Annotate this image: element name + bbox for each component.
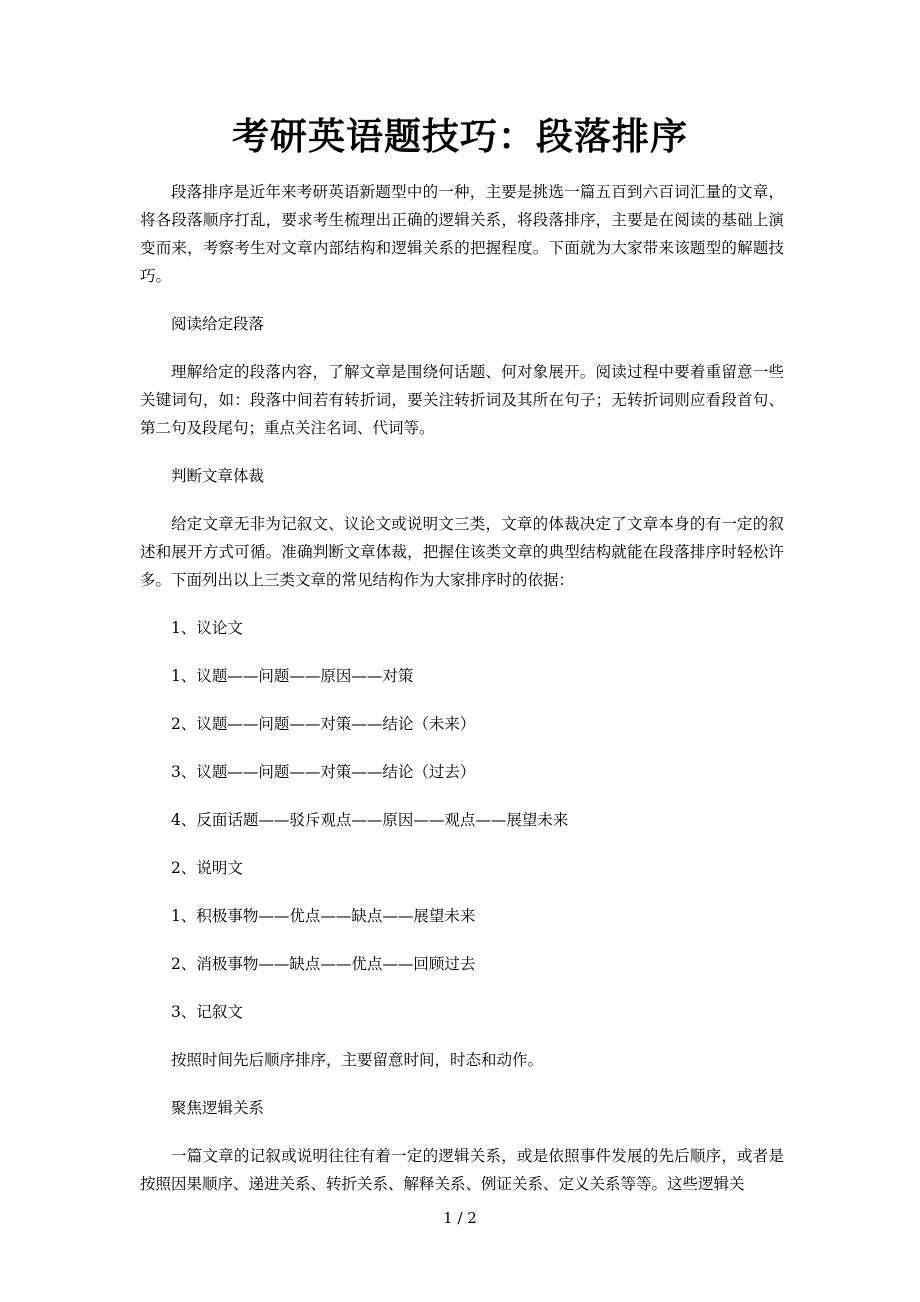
list-heading-exposition: 2、说明文 bbox=[171, 859, 243, 877]
logic-paragraph: 一篇文章的记叙或说明往往有着一定的逻辑关系，或是依照事件发展的先后顺序，或者是按照因果顺序、递进关系、转折关系、解释关系、例证关系、定义关系等等。这些逻辑关 bbox=[140, 1147, 784, 1193]
read-paragraph: 理解给定的段落内容，了解文章是围绕何话题、何对象展开。阅读过程中要着重留意一些关键词句，如：段落中间若有转折词，要关注转折词及其所在句子；无转折词则应看段首句、第二句及段尾句；重点关注名词、代词等。 bbox=[140, 363, 784, 437]
list-item: 4、反面话题——驳斥观点——原因——观点——展望未来 bbox=[171, 811, 569, 829]
genre-paragraph: 给定文章无非为记叙文、议论文或说明文三类，文章的体裁决定了文章本身的有一定的叙述和展开方式可循。准确判断文章体裁，把握住该类文章的典型结构就能在段落排序时轻松许多。下面列出以上三类文章的常见结构作为大家排序时的依据： bbox=[140, 515, 784, 589]
list-item: 2、议题——问题——对策——结论（未来） bbox=[171, 715, 476, 733]
document-title: 考研英语题技巧：段落排序 bbox=[232, 114, 688, 158]
section-heading-genre: 判断文章体裁 bbox=[171, 467, 265, 485]
document-body bbox=[140, 178, 784, 1218]
section-heading-read: 阅读给定段落 bbox=[171, 315, 265, 333]
list-item: 1、积极事物——优点——缺点——展望未来 bbox=[171, 907, 476, 925]
list-heading-narrative: 3、记叙文 bbox=[171, 1003, 243, 1021]
intro-paragraph: 段落排序是近年来考研英语新题型中的一种，主要是挑选一篇五百到六百词汇量的文章，将各段落顺序打乱，要求考生梳理出正确的逻辑关系，将段落排序，主要是在阅读的基础上演变而来，考察考生对文章内部结构和逻辑关系的把握程度。下面就为大家带来该题型的解题技巧。 bbox=[140, 183, 784, 285]
list-item: 1、议题——问题——原因——对策 bbox=[171, 667, 414, 685]
section-heading-logic: 聚焦逻辑关系 bbox=[171, 1099, 265, 1117]
list-item: 3、议题——问题——对策——结论（过去） bbox=[171, 763, 476, 781]
narrative-note: 按照时间先后顺序排序，主要留意时间，时态和动作。 bbox=[171, 1051, 544, 1069]
list-item: 2、消极事物——缺点——优点——回顾过去 bbox=[171, 955, 476, 973]
list-heading-argument: 1、议论文 bbox=[171, 619, 243, 637]
page-number: 1 / 2 bbox=[443, 1209, 477, 1227]
